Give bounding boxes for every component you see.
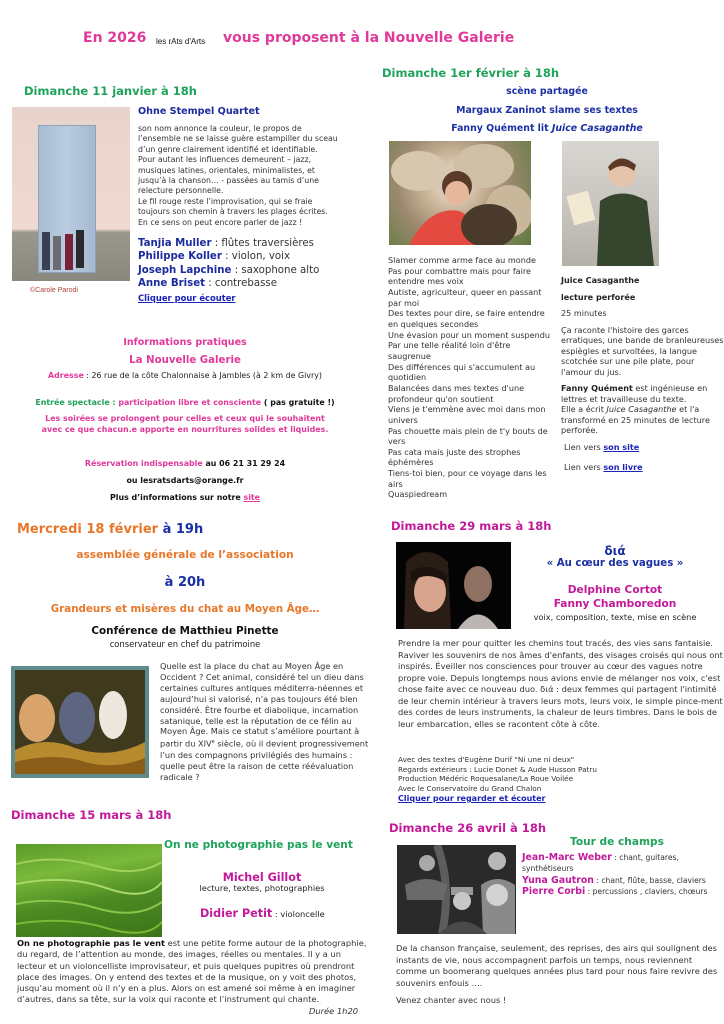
reservation-label: Réservation indispensable [84,459,203,468]
event3-time: à 19h [158,522,204,537]
event4-title: On ne photographie pas le vent [164,839,353,851]
event5-performer2: Fanny Chamboredon [553,597,677,610]
desc-line: son nom annonce la couleur, le propos de [138,124,302,133]
author-desc: est ingénieuse en lettres et travailleuse du texte. [561,383,708,404]
event2-subtitle: scène partagée [506,86,588,97]
slam-photo [389,141,531,245]
event6-cta: Venez chanter avec nous ! [396,995,507,1005]
event3-text-sup: e [211,739,215,746]
event6-description: De la chanson française, seulement, des reprises, des airs qui soulignent des instants de vie, nous accompagnent parfois un temps, nous reviennent comme un boomerang quelques années plus tard pour nous faire revivre des souvenirs enfouis …. [396,943,718,988]
member-role: : contrebasse [204,277,278,289]
event4-performer2: Didier Petit [200,907,273,920]
poem-line: Balancées dans mes textes d'une profondeur qu'on soutient [388,382,525,404]
event4-performer1-role: lecture, textes, photographies [199,883,325,893]
author-desc2-title: Juice Casaganthe [606,404,677,414]
event5-credits [398,755,724,804]
event5-performer1: Delphine Cortot [567,584,663,596]
info-reservation [0,455,370,472]
slam-photo-illustration [389,141,531,245]
link-prefix: Lien vers [564,462,604,472]
address-label: Adresse [48,371,84,380]
watch-listen-link[interactable]: Cliquer pour regarder et écouter [398,793,546,803]
band-photo [397,845,516,934]
poem-line: Slamer comme arme face au monde [388,255,536,265]
author-name: Fanny Quément [561,383,633,393]
more-info-text: Plus d’informations sur notre [109,493,244,502]
site-link[interactable]: site [243,493,261,502]
desc-line: musiques latines, orientales, minimalistes, et [138,165,315,175]
event6-title: Tour de champs [570,836,664,848]
grass-illustration [16,844,162,937]
medieval-cat-illumination [11,666,149,778]
desc-line: Le fil rouge reste l’improvisation, qui se fraie [138,196,313,206]
poem-line: Pas cata mais juste des strophes éphémères [388,446,521,468]
info-soirees-2: avec ce que chacun.e apporte en nourritures solides et liquides. [41,425,329,434]
event4-text: est une petite forme autour de la photographie, du regard, de l’attention au monde, des images, réelles ou mentales. Il y a un lecteur et un violoncelliste improvisateur, et puis quelques pupitres où prendront place des images. On y entend des textes et de la musique, on y voit des photos, jusqu’au moment où il n’y en a plus. Alors on est amené soi même à en imaginer d’autres, dans sa tête, sur la voix qui raconte et l’instrument qui chante. [17,938,367,1005]
poem-line: Des différences qui s'accumulent au quotidien [388,361,536,383]
slam-poem [388,255,553,500]
member-role: : chant, guitares, synthétiseurs [522,853,679,874]
event2-header [370,83,724,139]
duo-illustration [396,542,511,629]
desc-line: l’ensemble ne se laisse guère estampiller du sceau [138,134,338,144]
event2-line2 [370,120,724,139]
event2-line1: Margaux Zaninot slame ses textes [456,104,638,116]
poem-line: Une évasion pour un moment suspendu [388,329,551,340]
event6-members [522,852,724,897]
member-name: Tanjia Muller [138,238,212,249]
event3-time2: à 20h [164,575,206,590]
quartet-photo-people [40,228,90,272]
member-row [138,264,370,277]
credit-line: Avec des textes d'Eugène Durif "Ni une ni deux" [398,755,575,764]
credit-line: Regards extérieurs : Lucie Donet & Aude Husson Patru [398,764,598,774]
event3-speaker-role: conservateur en chef du patrimoine [109,639,261,649]
event4-performer2-row [200,907,325,920]
event3-text-a: Quelle est la place du chat au Moyen Âge en Occident ? Cet animal, considéré tel un dieu dans certaines cultures antiques méditerra-néennes et aujourd’hui si valorisé, n’a pas toujours été bien considéré. Être fourbe et diabolique, incarnation satanique, telle est la réputation de ce félin au Moyen Âge. Mais ce statut s’améliore pourtant à partir du XIV [160,661,364,750]
desc-line: d’un genre clairement identifié et identifiable. [138,144,318,154]
address-value: : 26 rue de la côte Chalonnaise à Jambles (à 2 km de Givry) [83,371,322,380]
entry-label: Entrée spectacle : [35,398,119,407]
event5-date: Dimanche 29 mars à 18h [391,519,552,533]
event1-description [138,124,370,228]
event4-performer1: Michel Gillot [222,871,302,884]
member-name: Philippe Koller [138,251,222,263]
credit-line: Avec le Conservatoire du Grand Chalon [398,784,542,794]
member-row [522,852,724,875]
event3-assembly: assemblée générale de l’association [76,549,294,561]
info-venue: La Nouvelle Galerie [129,355,241,366]
event3-conference: Conférence de Matthieu Pinette [91,625,279,637]
book-title: Juice Casaganthe [561,275,640,285]
info-entry [0,397,370,409]
event1-date: Dimanche 11 janvier à 18h [24,84,197,98]
info-title: Informations pratiques [123,337,247,348]
event2-date: Dimanche 1er février à 18h [382,66,560,80]
info-more [0,489,370,506]
poem-line: Autiste, agriculteur, queer en passant par moi [388,286,542,308]
book-description: Ça raconte l'histoire des garces erratiques, une bande de branleureuses espiègles et survoltées, la langue scotchée sur une pile plate, pour l'amour du jus. [561,324,724,377]
header-year: En 2026 [83,30,147,46]
member-role: : saxophone alto [231,264,320,276]
cat-illustration [15,670,145,774]
book-info [561,275,724,479]
event4-text-bold: On ne photographie pas le vent [17,938,165,948]
event4-duration: Durée 1h20 [309,1005,358,1016]
poem-line: Des textes pour dire, se faire entendre en quelques secondes [388,308,545,329]
member-name: Jean-Marc Weber [522,852,612,863]
event5-greek: διά [604,544,626,558]
poem-line: Quaspiedream [388,489,448,500]
band-illustration [397,845,516,934]
book-link-row [561,462,724,473]
member-name: Pierre Corbi [522,885,586,897]
event6-date: Dimanche 26 avril à 18h [389,821,547,835]
poem-line: Tiens-toi bien, pour ce voyage dans les airs [388,468,547,489]
listen-link[interactable]: Cliquer pour écouter [138,293,236,303]
event2-line2-prefix: Fanny Quément lit [451,123,552,134]
entry-note: ( pas gratuite !) [261,398,335,407]
member-name: Yuna Gautron [522,874,594,886]
info-address [0,370,370,382]
event3-description [160,661,370,783]
desc-line: Pour autant les influences demeurent – jazz, [138,155,312,165]
member-row [138,237,370,250]
reading-photo-illustration [562,141,659,266]
poem-line: Viens je t'emmène avec moi dans mon univers [388,404,546,425]
credit-line: Production Médéric Roquesalane/La Roue Voilée [398,774,574,784]
author-desc2-a: Elle a écrit [561,404,607,414]
book-duration: 25 minutes [561,308,607,318]
desc-line: relecture personnelle. [138,186,224,196]
event3-title: Grandeurs et misères du chat au Moyen Âge… [50,603,320,615]
author-desc2-b: et l'a transformé en 25 minutes de lecture perforée. [561,404,710,435]
book-link[interactable]: son livre [603,462,643,472]
member-role: : violon, voix [221,251,290,263]
event5-header [520,545,710,570]
poem-line: Pas chouette mais plein de t'y bouts de vers [388,425,548,447]
grass-photo [16,844,162,937]
link-prefix: Lien vers [564,441,604,452]
event2-line2-title: Juice Casaganthe [551,123,643,134]
event3-text-b: siècle, où il devient progressivement l’un des compagnons privilégiés des humains : quelle peut être la raison de cette réévaluation radicale ? [160,739,369,782]
organization-logo: les rAts d'Arts [156,37,206,46]
member-name: Anne Briset [138,277,205,289]
event5-title: « Au cœur des vagues » [546,557,684,569]
member-row [522,886,724,897]
header-tagline: vous proposent à la Nouvelle Galerie [223,30,515,46]
reading-photo [562,141,659,266]
site-link-row [561,442,724,453]
event5-description: Prendre la mer pour quitter les chemins tout tracés, des vies sans fantaisie. Raviver les souvenirs de nos âmes d'enfants, des visages croisés qui nous ont inspirés. Éveiller nos consciences pour trouver au cœur des vagues notre propre voie. Depuis longtemps nous avions envie de mélanger nos voix, c'est chose faite avec ce nouveau duo. διά : deux femmes qui partagent l'intimité de leur chemin intérieur à travers leurs mots, leurs voix, le simple pince-ment des cordes de leurs instruments, la chaleur de leurs timbres. Dans le bois de leur embarcation, elles se racontent côte à côte. [398,638,723,729]
event3-day: Mercredi 18 février [17,522,159,537]
info-soirees-1: Les soirées se prolongent pour celles et ceux qui le souhaitent [45,414,325,423]
event4-date: Dimanche 15 mars à 18h [11,808,172,822]
event3-date [17,522,203,537]
photo-credit: ©Carole Parodi [30,287,78,294]
reservation-phone: au 06 21 31 29 24 [202,459,286,468]
entry-value: participation libre et consciente [118,398,262,407]
event1-members [138,237,370,290]
event5-performers [520,584,710,611]
book-subtitle: lecture perforée [561,291,636,302]
event4-performer2-role: : violoncelle [272,909,325,919]
member-role: : chant, flûte, basse, claviers [593,875,706,885]
member-row [522,875,724,886]
poem-line: Pas pour combattre mais pour faire entendre mes voix [388,265,532,287]
author-site-link[interactable]: son site [603,441,640,452]
member-row [138,250,370,263]
desc-line: toujours son chemin à travers les plages écrites. [138,207,328,217]
author-bio-2 [561,404,724,436]
info-email: ou lesratsdarts@orange.fr [126,476,244,485]
member-role: : flûtes traversières [211,238,314,249]
duo-photo [396,542,511,629]
author-bio [561,383,724,404]
member-name: Joseph Lapchine [138,264,232,276]
member-role: : percussions , claviers, chœurs [585,886,708,896]
event4-description [17,938,372,1017]
event5-roles: voix, composition, texte, mise en scène [533,612,697,622]
desc-line: jusqu’à la chanson… - passées au tamis d’une [138,176,319,186]
event1-title: Ohne Stempel Quartet [138,106,260,117]
practical-info [0,334,370,506]
member-row [138,277,370,290]
poem-line: Par une telle réalité loin d'être saugrenue [388,340,511,361]
desc-line: En ce sens on peut encore parler de jazz ! [138,217,303,227]
